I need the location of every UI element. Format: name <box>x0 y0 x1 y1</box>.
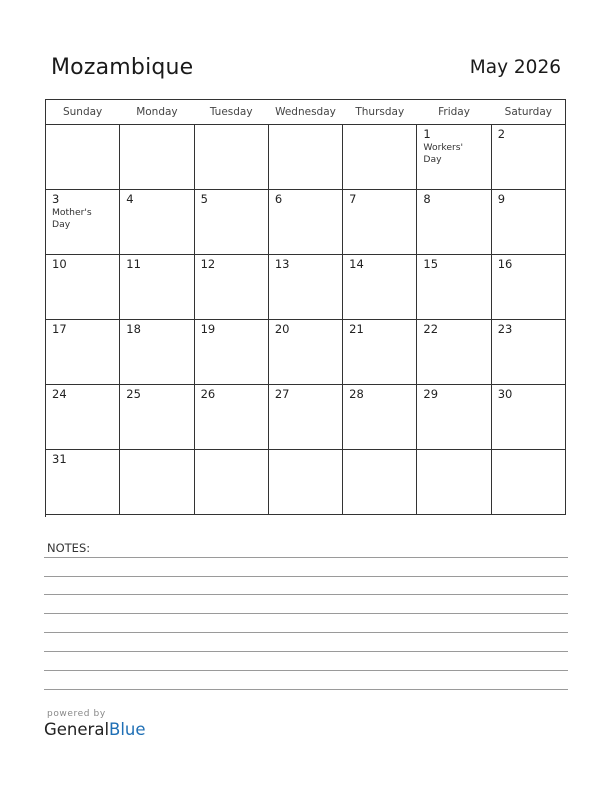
note-line <box>44 594 568 595</box>
day-number: 14 <box>349 257 364 271</box>
day-number: 28 <box>349 387 364 401</box>
day-cell <box>120 190 194 254</box>
day-cell <box>46 125 120 189</box>
day-cell <box>269 190 343 254</box>
day-number: 22 <box>423 322 439 336</box>
day-number: 8 <box>423 192 431 206</box>
brand-logo <box>44 720 146 739</box>
note-line <box>44 689 568 690</box>
holiday-label: Workers' Day <box>423 142 464 165</box>
day-cell <box>492 450 566 514</box>
calendar-month: May 2026 <box>469 57 561 78</box>
week-row <box>46 255 566 320</box>
day-cell <box>343 450 417 514</box>
calendar-title: Mozambique <box>51 55 194 80</box>
day-number: 25 <box>126 387 141 401</box>
day-number: 1 <box>423 127 431 141</box>
day-number: 3 <box>52 192 60 206</box>
day-cell <box>269 320 343 384</box>
day-number: 17 <box>52 322 67 336</box>
weekday-label: Tuesday <box>195 100 269 124</box>
day-cell <box>269 450 343 514</box>
weekday-label: Friday <box>417 100 491 124</box>
day-cell <box>46 450 120 514</box>
day-number: 2 <box>497 127 506 141</box>
day-number: 12 <box>200 257 216 271</box>
day-cell <box>417 385 491 449</box>
day-cell <box>343 255 417 319</box>
day-cell <box>492 385 566 449</box>
day-number: 24 <box>52 387 67 401</box>
day-number: 13 <box>274 257 290 271</box>
day-cell <box>46 190 120 254</box>
day-cell <box>417 255 491 319</box>
day-cell <box>195 450 269 514</box>
note-line <box>44 651 568 652</box>
day-cell <box>343 320 417 384</box>
day-number: 4 <box>126 192 134 206</box>
weekday-header <box>46 100 566 125</box>
day-cell <box>120 450 194 514</box>
day-number: 29 <box>423 387 439 401</box>
day-cell <box>343 385 417 449</box>
day-cell <box>195 255 269 319</box>
day-number: 31 <box>52 452 67 466</box>
note-line <box>44 670 568 671</box>
brand-general: General <box>44 720 110 739</box>
day-number: 11 <box>126 257 141 271</box>
day-cell <box>269 255 343 319</box>
day-cell <box>417 190 491 254</box>
weekday-label: Wednesday <box>269 100 343 124</box>
day-number: 30 <box>497 387 513 401</box>
day-number: 7 <box>349 192 357 206</box>
day-cell <box>417 320 491 384</box>
calendar-grid <box>45 99 566 517</box>
weekday-label: Thursday <box>343 100 417 124</box>
day-cell <box>46 320 120 384</box>
day-cell <box>46 255 120 319</box>
day-cell <box>46 385 120 449</box>
day-number: 6 <box>274 192 283 206</box>
day-cell <box>492 255 566 319</box>
week-row <box>46 450 566 515</box>
day-cell <box>195 385 269 449</box>
note-line <box>44 557 568 558</box>
day-number: 20 <box>274 322 290 336</box>
note-line <box>44 613 568 614</box>
notes-label: NOTES: <box>47 541 91 555</box>
day-cell <box>120 255 194 319</box>
day-cell <box>195 190 269 254</box>
day-number: 15 <box>423 257 439 271</box>
day-cell <box>269 385 343 449</box>
day-number: 19 <box>200 322 216 336</box>
powered-by-text: powered by <box>47 709 106 719</box>
weekday-label: Sunday <box>46 100 120 124</box>
day-cell <box>120 385 194 449</box>
day-number: 26 <box>200 387 216 401</box>
day-cell <box>343 125 417 189</box>
brand-blue: Blue <box>109 720 146 739</box>
day-cell <box>492 190 566 254</box>
day-cell <box>417 125 491 189</box>
week-row <box>46 190 566 255</box>
day-cell <box>343 190 417 254</box>
day-cell <box>417 450 491 514</box>
day-number: 16 <box>497 257 513 271</box>
day-number: 23 <box>497 322 513 336</box>
holiday-label: Mother's Day <box>52 207 92 230</box>
weekday-label: Monday <box>120 100 194 124</box>
day-number: 9 <box>497 192 506 206</box>
day-number: 5 <box>200 192 208 206</box>
week-row <box>46 125 566 190</box>
day-cell <box>269 125 343 189</box>
day-number: 18 <box>126 322 141 336</box>
week-row <box>46 320 566 385</box>
note-line <box>44 576 568 577</box>
note-line <box>44 632 568 633</box>
day-number: 21 <box>349 322 364 336</box>
day-cell <box>492 320 566 384</box>
day-cell <box>195 320 269 384</box>
day-cell <box>120 320 194 384</box>
day-number: 27 <box>274 387 290 401</box>
day-number: 10 <box>52 257 67 271</box>
day-cell <box>492 125 566 189</box>
day-cell <box>195 125 269 189</box>
week-row <box>46 385 566 450</box>
day-cell <box>120 125 194 189</box>
weekday-label: Saturday <box>492 100 566 124</box>
